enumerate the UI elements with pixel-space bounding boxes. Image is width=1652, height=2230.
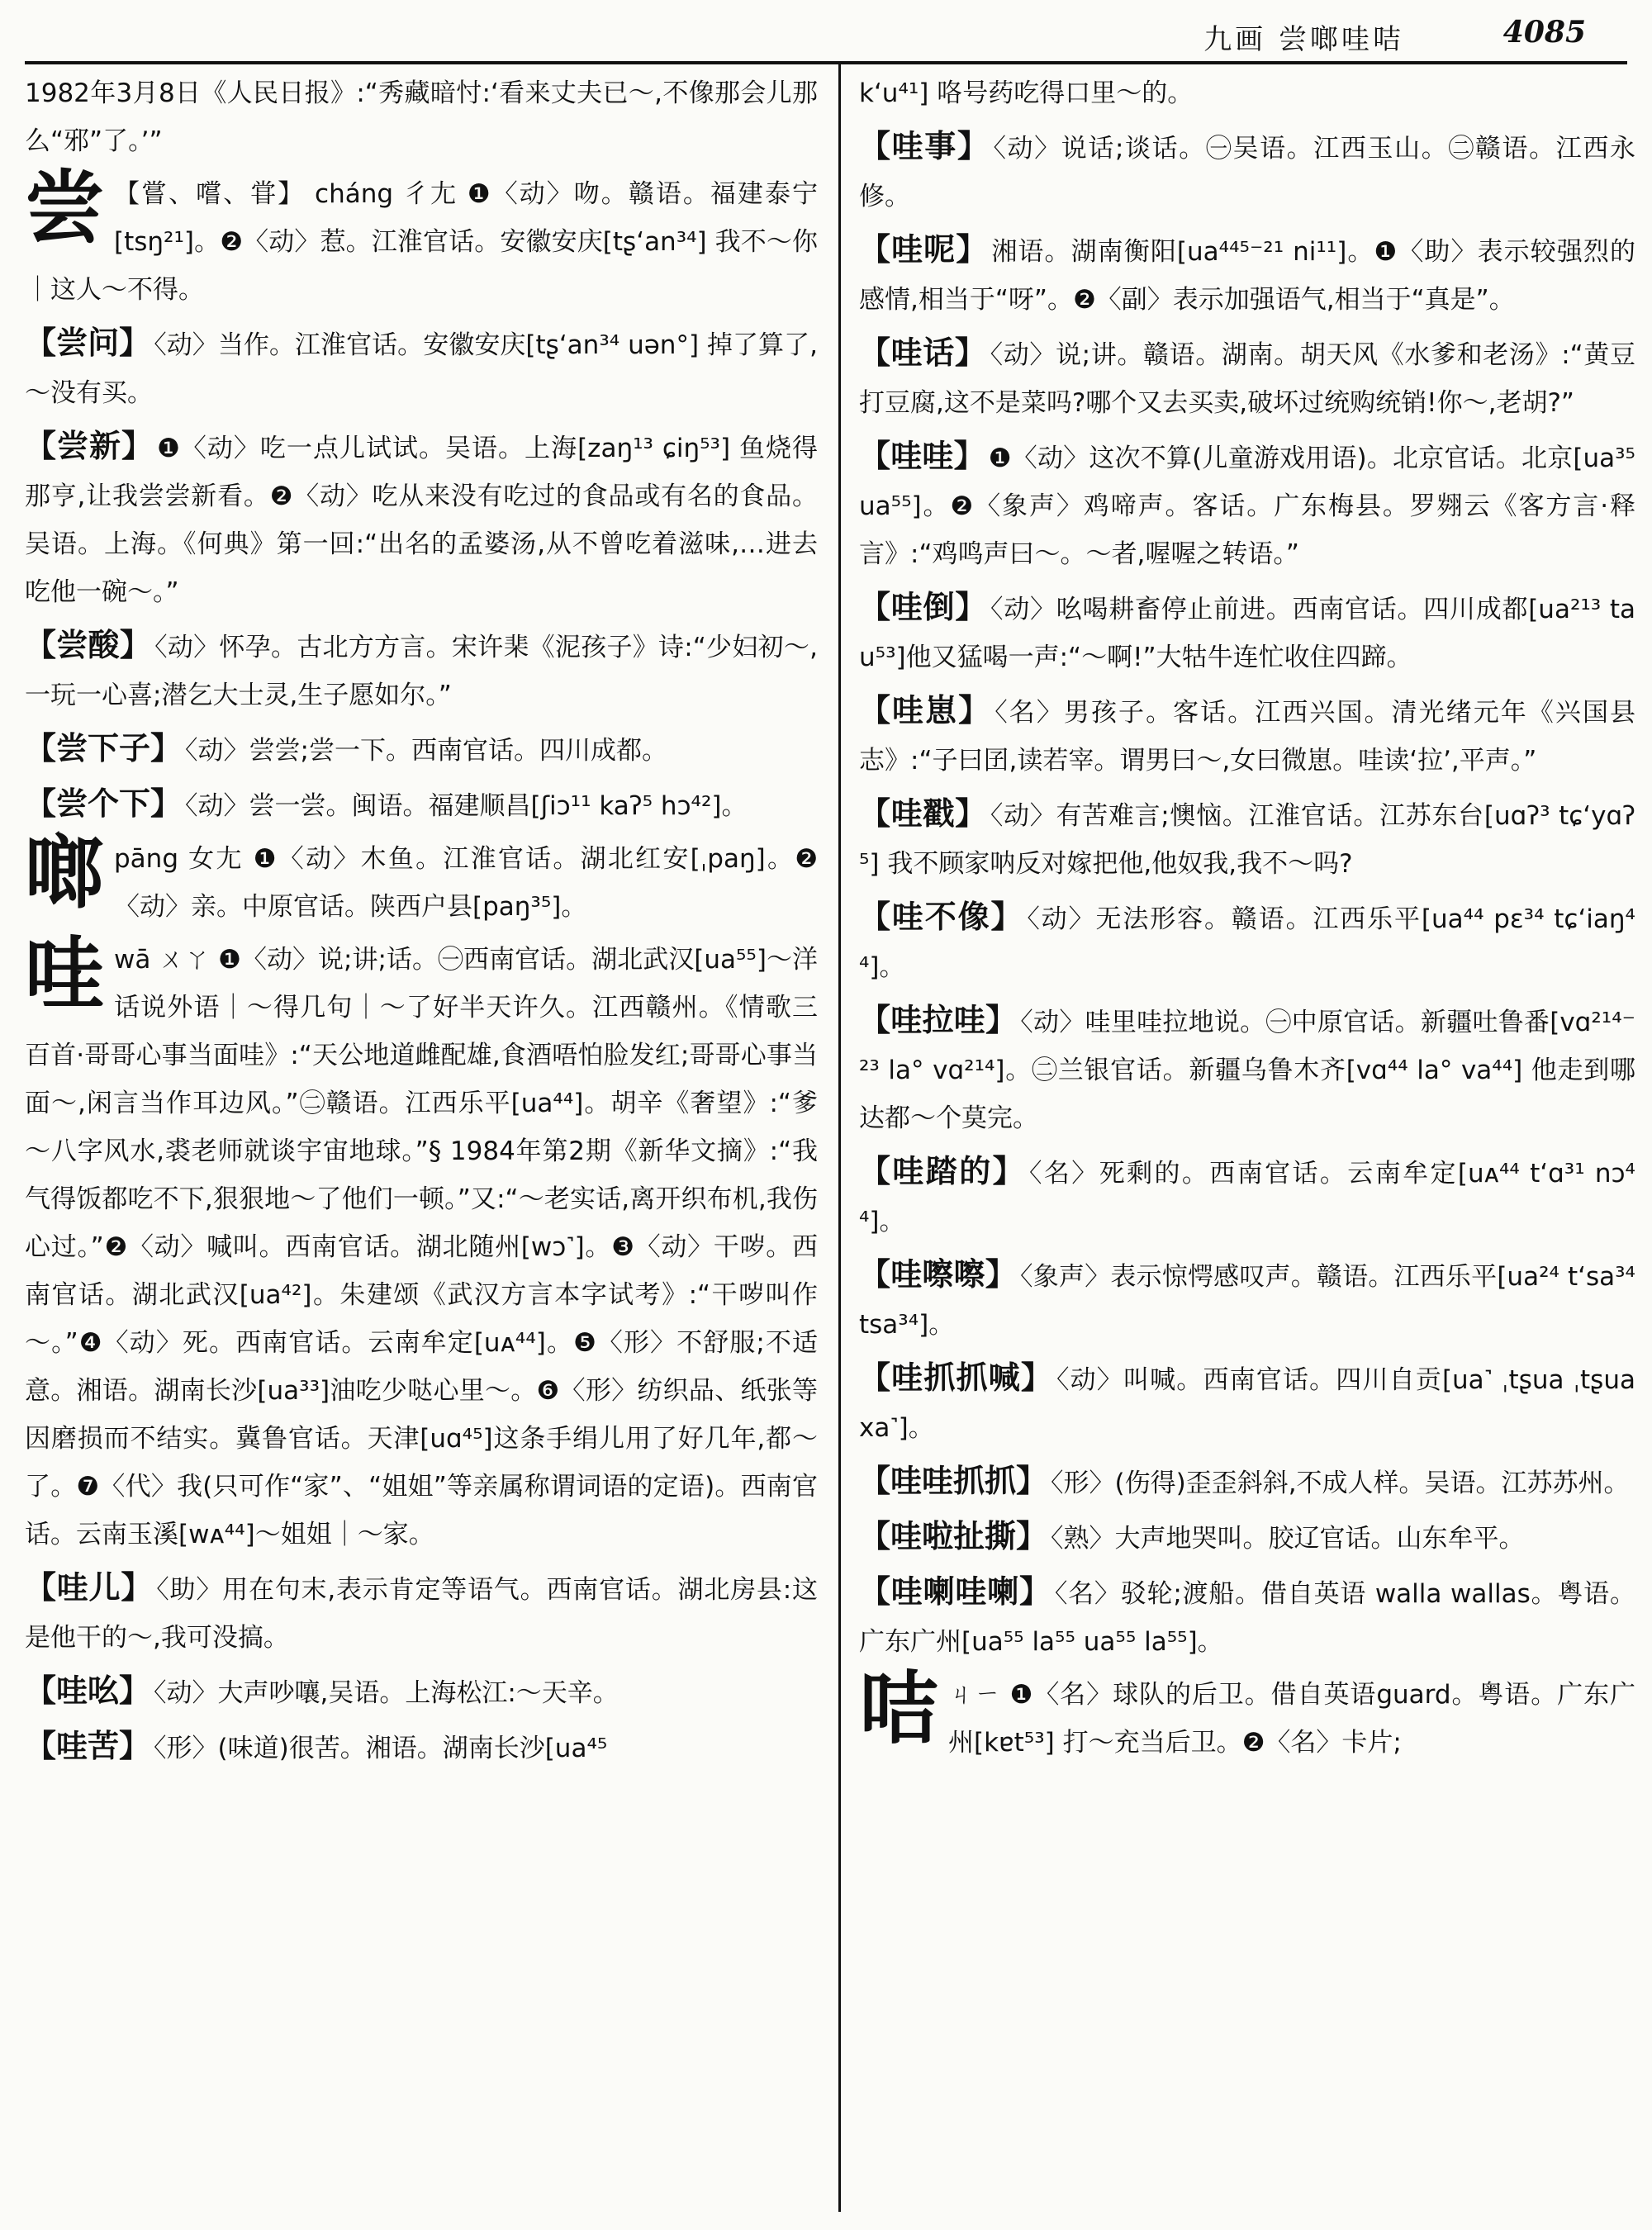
entry-headword: 【哇拉哇】 [859,1002,1018,1038]
entry-definition: 〈动〉有苦难言;懊恼。江淮官话。江苏东台[uɑʔ³ tɕʻyɑʔ⁵] 我不顾家呐反对嫁把他,他奴我,我不～吗? [859,801,1635,879]
left-column [25,69,818,1777]
entry-definition: ❶〈动〉吃一点儿试试。吴语。上海[zaŋ¹³ ɕiŋ⁵³] 鱼烧得那亨,让我尝尝新看。❷〈动〉吃从来没有吃过的食品或有名的食品。吴语。上海。《何典》第一回:“出名的孟婆汤,从不曾吃着滋味,…进去吃他一碗～。” [25,434,818,607]
dictionary-entry [859,686,1635,785]
dictionary-entry [25,780,818,830]
dictionary-entry [859,1147,1635,1245]
entry-definition: 〈动〉说话;谈话。㊀吴语。江西玉山。㊁赣语。江西永修。 [859,134,1635,211]
entry-headword: 【尝问】 [25,325,151,361]
running-head: 九画 尝啷哇咭 [1203,23,1404,56]
entry-headword: 【尝下子】 [25,730,183,766]
entry-headword: 【哇喇哇喇】 [859,1573,1051,1610]
entry-definition: 〈动〉大声吵嚷,吴语。上海松江:～天辛。 [154,1678,619,1708]
dictionary-entry [859,996,1635,1142]
entry-headword: 【哇啦扯撕】 [859,1518,1048,1554]
dictionary-entry [859,1512,1635,1563]
dictionary-entry [25,422,818,616]
entry-definition: 〈动〉说;讲。赣语。湖南。胡天风《水爹和老汤》:“黄豆打豆腐,这不是菜吗?哪个又去买卖,破坏过统购统销!你～,老胡?” [859,340,1635,418]
char-entry-text: ㄐㄧ ❶〈名〉球队的后卫。借自英语guard。粤语。广东广州[kɐt⁵³] 打～充当后卫。❷〈名〉卡片; [948,1680,1635,1758]
char-entry-ji [859,1663,1635,1767]
char-entry-pang [25,827,818,931]
char-entry-text: 【嘗、嚐、甞】 cháng 彳尢 ❶〈动〉吻。赣语。福建泰宁[tsŋ²¹]。❷〈动〉惹。江淮官话。安徽安庆[tʂʻan³⁴] 我不～你｜这人～不得。 [25,179,818,305]
entry-headword: 【哇崽】 [859,692,992,728]
char-entry-text: pāng 女尢 ❶〈动〉木鱼。江淮官话。湖北红安[ˌpaŋ]。❷〈动〉亲。中原官话。陕西户县[paŋ³⁵]。 [114,844,818,922]
page-header [25,0,1627,64]
dictionary-entry [859,329,1635,427]
entry-headword: 【哇吆】 [25,1672,151,1709]
dictionary-entry [859,122,1635,221]
dictionary-entry [25,1667,818,1717]
entry-headword: 【尝新】 [25,428,154,464]
entry-definition: 湘语。湖南衡阳[ua⁴⁴⁵⁻²¹ ni¹¹]。❶〈助〉表示较强烈的感情,相当于“呀”。❷〈副〉表示加强语气,相当于“真是”。 [859,237,1635,315]
page-number: 4085 [1502,15,1586,50]
entry-definition: 〈动〉哇里哇拉地说。㊀中原官话。新疆吐鲁番[vɑ²¹⁴⁻²³ la° vɑ²¹⁴]。㊁兰银官话。新疆乌鲁木齐[vɑ⁴⁴ la° va⁴⁴] 他走到哪达都～个莫完。 [859,1008,1635,1133]
entry-headword: 【尝酸】 [25,627,152,663]
dictionary-entry [859,893,1635,991]
entry-definition: 〈名〉男孩子。客话。江西兴国。清光绪元年《兴国县志》:“子曰囝,读若宰。谓男曰～,女曰微崽。哇读‘拉’,平声。” [859,698,1635,776]
entry-headword: 【哇苦】 [25,1728,151,1764]
dictionary-entry [859,1250,1635,1349]
headword-char: 咭 [859,1663,938,1755]
char-entry-wa [25,928,818,1559]
entry-headword: 【哇哇】 [859,438,985,474]
entry-headword: 【哇倒】 [859,589,987,625]
dictionary-entry [25,1722,818,1772]
entry-definition: 〈形〉(伤得)歪歪斜斜,不成人样。吴语。江苏苏州。 [1051,1468,1630,1498]
continuation-text: kʻu⁴¹] 咯号药吃得口里～的。 [859,78,1194,108]
entry-headword: 【哇呢】 [859,231,989,268]
entry-headword: 【哇话】 [859,334,987,371]
entry-headword: 【尝个下】 [25,785,183,822]
entry-definition: 〈动〉尝尝;尝一下。西南官话。四川成都。 [185,736,667,766]
entry-definition: 〈动〉怀孕。古北方方言。宋许棐《泥孩子》诗:“少妇初～,一玩一心喜;潜乞大士灵,生子愿如尔。” [25,633,818,710]
dictionary-entry [25,319,818,417]
dictionary-entry [859,225,1635,324]
entry-definition: 〈动〉当作。江淮官话。安徽安庆[tʂʻan³⁴ uən°] 掉了算了,～没有买。 [25,330,818,408]
dictionary-entry [25,724,818,775]
entry-definition: 〈象声〉表示惊愕感叹声。赣语。江西乐平[ua²⁴ tʻsa³⁴ tsa³⁴]。 [859,1262,1635,1340]
dictionary-entry [859,1354,1635,1452]
entry-definition: 〈名〉驳轮;渡船。借自英语 walla wallas。粤语。广东广州[ua⁵⁵ la⁵⁵ ua⁵⁵ la⁵⁵]。 [859,1579,1635,1657]
entry-definition: 〈名〉死剩的。西南官话。云南牟定[uᴀ⁴⁴ tʻɑ³¹ nɔ⁴⁴]。 [859,1159,1635,1236]
entry-definition: 〈熟〉大声地哭叫。胶辽官话。山东牟平。 [1051,1524,1525,1554]
entry-headword: 【哇嚓嚓】 [859,1256,1018,1293]
column-divider [838,64,841,2212]
dictionary-entry [859,1457,1635,1507]
entry-headword: 【哇哇抓抓】 [859,1463,1048,1499]
headword-char: 啷 [25,827,104,919]
headword-char: 哇 [25,928,104,1020]
dictionary-entry [859,790,1635,888]
char-entry-text: wā ㄨㄚ ❶〈动〉说;讲;话。㊀西南官话。湖北武汉[ua⁵⁵]～洋话说外语｜～得几句｜～了好半天许久。江西赣州。《情歌三百首·哥哥心事当面哇》:“天公地道雌配雄,食酒唔怕脸发红;哥哥心事当面～,闲言当作耳边风。”㊁赣语。江西乐平[ua⁴⁴]。胡辛《奢望》:“爹～八字风水,裘老师就谈宇宙地球。”§ 1984年第2期《新华文摘》:“我气得饭都吃不下,狠狠地～了他们一顿。”又:“～老实话,离开织布机,我伤心过。”❷〈动〉喊叫。西南官话。湖北随州[wɔ˺]。❸〈动〉干哕。西南官话。湖北武汉[ua⁴²]。朱建颂《武汉方言本字试考》:“干哕叫作～。”❹〈动〉死。西南官话。云南牟定[uᴀ⁴⁴]。❺〈形〉不舒服;不适意。湘语。湖南长沙[ua³³]油吃少哒心里～。❻〈形〉纺织品、纸张等因磨损而不结实。冀鲁官话。天津[uɑ⁴⁵]这条手绢儿用了好几年,都～了。❼〈代〉我(只可作“家”、“姐姐”等亲属称谓词语的定语)。西南官话。云南玉溪[wᴀ⁴⁴]～姐姐｜～家。 [25,945,818,1549]
entry-definition: 〈动〉尝一尝。闽语。福建顺昌[ʃiɔ¹¹ kaʔ⁵ hɔ⁴²]。 [185,791,748,821]
dictionary-entry [25,621,818,719]
entry-headword: 【哇儿】 [25,1569,154,1606]
entry-definition: 〈动〉叫喊。西南官话。四川自贡[ua˺ ˌtʂua ˌtʂua xa˺]。 [859,1365,1635,1443]
entry-headword: 【哇事】 [859,128,990,164]
headword-char: 尝 [25,162,104,254]
entry-headword: 【哇不像】 [859,899,1024,935]
entry-definition: ❶〈动〉这次不算(儿童游戏用语)。北京官话。北京[ua³⁵ ua⁵⁵]。❷〈象声〉鸡啼声。客话。广东梅县。罗翙云《客方言·释言》:“鸡鸣声曰～。～者,喔喔之转语。” [859,444,1635,569]
entry-headword: 【哇抓抓喊】 [859,1359,1053,1396]
dictionary-entry [859,583,1635,681]
dictionary-entry [25,1563,818,1662]
dictionary-entry [859,432,1635,578]
entry-definition: 〈助〉用在句末,表示肯定等语气。西南官话。湖北房县:这是他干的～,我可没搞。 [25,1575,818,1653]
right-column [859,69,1635,1772]
entry-definition: 〈动〉吆喝耕畜停止前进。西南官话。四川成都[ua²¹³ tau⁵³]他又猛喝一声:“～啊!”大牯牛连忙收住四蹄。 [859,595,1635,672]
entry-definition: 〈动〉无法形容。赣语。江西乐平[ua⁴⁴ pɛ³⁴ tɕʻiaŋ⁴⁴]。 [859,904,1635,982]
entry-headword: 【哇踏的】 [859,1153,1026,1189]
entry-definition: 〈形〉(味道)很苦。湘语。湖南长沙[ua⁴⁵ [154,1734,608,1763]
continuation-text: 1982年3月8日《人民日报》:“秀藏暗忖:‘看来丈夫已～,不像那会儿那么“邪”了。’” [25,78,818,156]
char-entry-chang [25,162,818,314]
entry-headword: 【哇戳】 [859,795,987,832]
dictionary-entry [859,1568,1635,1666]
